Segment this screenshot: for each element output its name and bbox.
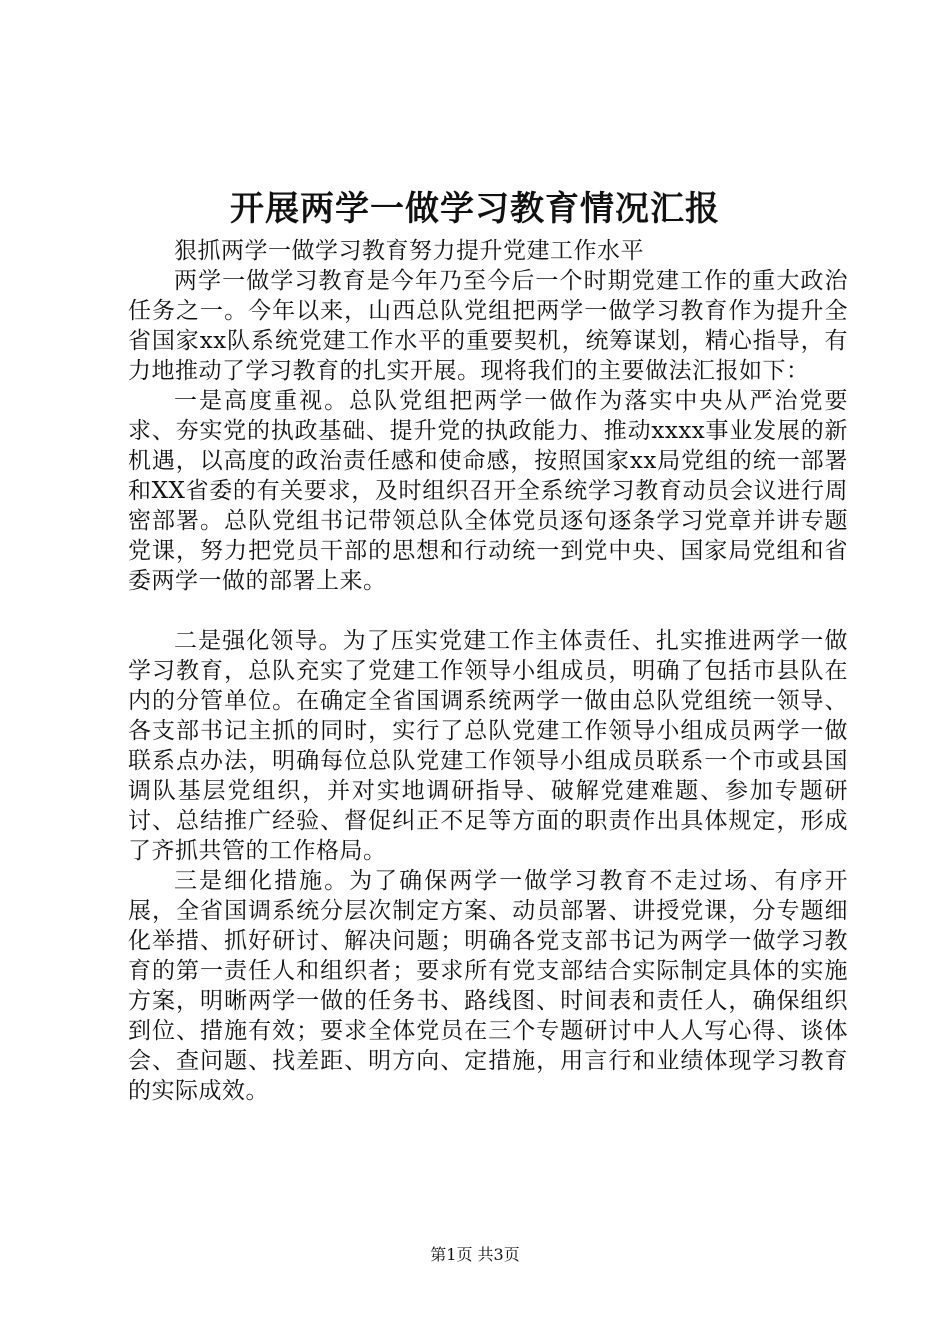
paragraph-point-1: 一是高度重视。总队党组把两学一做作为落实中央从严治党要求、夯实党的执政基础、提升党的执政能力、推动xxxx事业发展的新机遇，以高度的政治责任感和使命感，按照国家xx局党组的统一部署和XX省委的有关要求，及时组织召开全系统学习教育动员会议进行周密部署。总队党组书记带领总队全体党员逐句逐条学习党章并讲专题党课，努力把党员干部的思想和行动统一到党中央、国家局党组和省委两学一做的部署上来。 bbox=[128, 388, 848, 594]
page-footer: 第1页 共3页 bbox=[430, 1245, 520, 1264]
paragraph-intro: 两学一做学习教育是今年乃至今后一个时期党建工作的重大政治任务之一。今年以来，山西总队党组把两学一做学习教育作为提升全省国家xx队系统党建工作水平的重要契机，统筹谋划，精心指导，有力地推动了学习教育的扎实开展。现将我们的主要做法汇报如下： bbox=[128, 268, 848, 384]
document-subtitle: 狠抓两学一做学习教育努力提升党建工作水平 bbox=[174, 238, 644, 264]
paragraph-point-3: 三是细化措施。为了确保两学一做学习教育不走过场、有序开展，全省国调系统分层次制定方案、动员部署、讲授党课，分专题细化举措、抓好研讨、解决问题；明确各党支部书记为两学一做学习教育的第一责任人和组织者；要求所有党支部结合实际制定具体的实施方案，明晰两学一做的任务书、路线图、时间表和责任人，确保组织到位、措施有效；要求全体党员在三个专题研讨中人人写心得、谈体会、查问题、找差距、明方向、定措施，用言行和业绩体现学习教育的实际成效。 bbox=[128, 868, 848, 1104]
paragraph-point-2: 二是强化领导。为了压实党建工作主体责任、扎实推进两学一做学习教育，总队充实了党建工作领导小组成员，明确了包括市县队在内的分管单位。在确定全省国调系统两学一做由总队党组统一领导、各支部书记主抓的同时，实行了总队党建工作领导小组成员两学一做联系点办法，明确每位总队党建工作领导小组成员联系一个市或县国调队基层党组织，并对实地调研指导、破解党建难题、参加专题研讨、总结推广经验、督促纠正不足等方面的职责作出具体规定，形成了齐抓共管的工作格局。 bbox=[128, 628, 848, 864]
document-title: 开展两学一做学习教育情况汇报 bbox=[230, 189, 720, 229]
paragraph-spacer bbox=[128, 596, 848, 626]
document-body bbox=[128, 236, 848, 1106]
